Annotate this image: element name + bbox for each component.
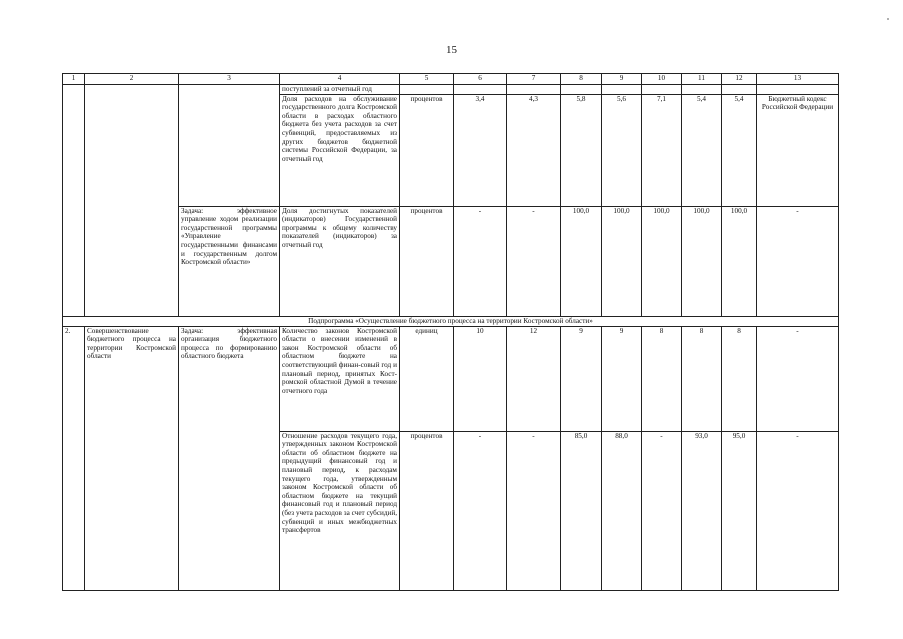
col-header-9: 9 xyxy=(602,74,642,85)
value-laws-count-10: 8 xyxy=(642,326,682,431)
col-header-6: 6 xyxy=(454,74,507,85)
col-header-12: 12 xyxy=(722,74,757,85)
indicator-task-program: Доля достигнутых показателей (индикаторов) Государственной программы к общему количеству показателей (индикаторов) за отчетный год xyxy=(280,206,400,316)
value-laws-count-7: 12 xyxy=(507,326,561,431)
col-header-13: 13 xyxy=(757,74,839,85)
value-task-program-6: - xyxy=(454,206,507,316)
col-header-2: 2 xyxy=(85,74,179,85)
col-header-4: 4 xyxy=(280,74,400,85)
unit-laws-count: единиц xyxy=(400,326,454,431)
value-debt-share-10: 7,1 xyxy=(642,94,682,206)
basis-laws-count: - xyxy=(757,326,839,431)
unit-debt-share: процентов xyxy=(400,94,454,206)
value-laws-count-9: 9 xyxy=(602,326,642,431)
value-task-program-11: 100,0 xyxy=(682,206,722,316)
col-header-5: 5 xyxy=(400,74,454,85)
value-expense-ratio-6: - xyxy=(454,431,507,590)
col-header-8: 8 xyxy=(561,74,602,85)
value-debt-share-6: 3,4 xyxy=(454,94,507,206)
value-expense-ratio-10: - xyxy=(642,431,682,590)
value-task-program-7: - xyxy=(507,206,561,316)
page-number: 15 xyxy=(446,44,457,56)
basis-expense-ratio: - xyxy=(757,431,839,590)
value-task-program-10: 100,0 xyxy=(642,206,682,316)
indicator-debt-share: Доля расходов на обслуживание государственного долга Костромской области в расходах областного бюджета без учета расходов за счет субвенций, предоставляемых из других бюджетов бюджетной системы Российской Федерации, за отчетный год xyxy=(280,94,400,206)
value-expense-ratio-8: 85,0 xyxy=(561,431,602,590)
table-row-subprogram xyxy=(63,316,839,326)
value-laws-count-12: 8 xyxy=(722,326,757,431)
cell-empty-task xyxy=(179,85,280,207)
value-task-program-8: 100,0 xyxy=(561,206,602,316)
table-row-carry xyxy=(63,85,839,95)
cell-empty-goal xyxy=(85,85,179,317)
indicators-table xyxy=(62,73,839,591)
col-header-7: 7 xyxy=(507,74,561,85)
scan-speck xyxy=(887,18,889,20)
unit-expense-ratio: процентов xyxy=(400,431,454,590)
value-debt-share-12: 5,4 xyxy=(722,94,757,206)
indicator-laws-count: Количество законов Костромской области о внесении изменений в закон Костромской области об областном бюджете на соответствующий финан-совый год и плановый период, принятых Кост-ромской областной Думой в течение отчетного года xyxy=(280,326,400,431)
col-header-3: 3 xyxy=(179,74,280,85)
col-header-11: 11 xyxy=(682,74,722,85)
value-laws-count-6: 10 xyxy=(454,326,507,431)
task-budget-process: Задача: эффективная организация бюджетного процесса по формированию областного бюджета xyxy=(179,326,280,590)
basis-debt-share: Бюджетный кодекс Российской Федерации xyxy=(757,94,839,206)
row-num-2: 2. xyxy=(63,326,85,590)
indicator-carry: поступлений за отчетный год xyxy=(280,85,400,95)
table-row-laws-count xyxy=(63,326,839,431)
table-row-task-program xyxy=(63,206,839,316)
value-laws-count-8: 9 xyxy=(561,326,602,431)
value-expense-ratio-9: 88,0 xyxy=(602,431,642,590)
cell-empty-num xyxy=(63,85,85,317)
unit-task-program: процентов xyxy=(400,206,454,316)
task-program: Задача: эффективное управление ходом реализации государственной программы «Управление государственными финансами и государственным долгом Костромской области» xyxy=(179,206,280,316)
value-expense-ratio-12: 95,0 xyxy=(722,431,757,590)
value-debt-share-8: 5,8 xyxy=(561,94,602,206)
value-debt-share-7: 4,3 xyxy=(507,94,561,206)
col-header-10: 10 xyxy=(642,74,682,85)
value-expense-ratio-7: - xyxy=(507,431,561,590)
col-header-1: 1 xyxy=(63,74,85,85)
value-expense-ratio-11: 93,0 xyxy=(682,431,722,590)
value-task-program-12: 100,0 xyxy=(722,206,757,316)
value-laws-count-11: 8 xyxy=(682,326,722,431)
indicator-expense-ratio: Отношение расходов текущего года, утвержденных законом Костромской области об областном бюджете на предыдущий финансовый год и плановый период, к расходам текущего года, утвержденным законом Костромской области об областном бюджете на текущий финансовый год и плановый период (без учета расходов за счет субсидий, субвенций и иных межбюджетных трансфертов xyxy=(280,431,400,590)
subprogram-title: Подпрограмма «Осуществление бюджетного процесса на территории Костромской области» xyxy=(63,316,839,326)
goal-budget-process: Совершенствование бюджетного процесса на территории Костромской области xyxy=(85,326,179,590)
value-debt-share-9: 5,6 xyxy=(602,94,642,206)
basis-task-program: - xyxy=(757,206,839,316)
header-row xyxy=(63,74,839,85)
value-task-program-9: 100,0 xyxy=(602,206,642,316)
value-debt-share-11: 5,4 xyxy=(682,94,722,206)
